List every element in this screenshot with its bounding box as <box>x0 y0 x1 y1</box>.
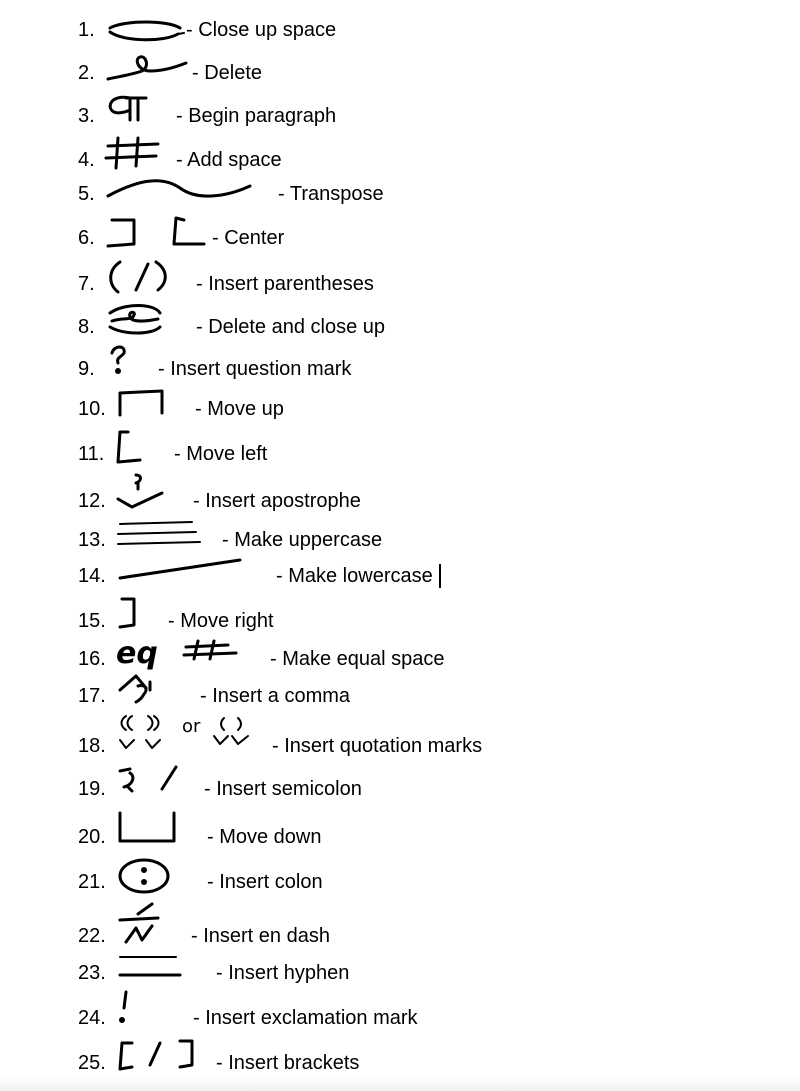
item-number: 20. <box>78 826 106 848</box>
item-text: - Close up space <box>186 19 337 41</box>
text-cursor <box>439 564 441 588</box>
item-text: - Insert colon <box>207 871 323 893</box>
item-number: 6. <box>78 227 95 249</box>
comma-mark-icon <box>116 672 164 708</box>
item-text: - Make uppercase <box>222 529 383 551</box>
item-number: 3. <box>78 105 95 127</box>
item-text: - Insert hyphen <box>216 962 350 984</box>
item-text: - Move down <box>207 826 322 848</box>
item-text: - Insert en dash <box>191 925 330 947</box>
paragraph-mark-icon <box>104 92 152 128</box>
move-left-mark-icon <box>112 428 152 468</box>
item-text: - Move left <box>174 443 268 465</box>
item-number: 10. <box>78 398 106 420</box>
eq-text: eq <box>116 636 158 671</box>
item-text: - Delete and close up <box>196 316 386 338</box>
equal-space-mark-icon <box>116 635 246 671</box>
question-mark-icon <box>106 343 132 383</box>
item-number: 2. <box>78 62 95 84</box>
item-number: 16. <box>78 648 106 670</box>
lowercase-mark-icon <box>116 556 246 586</box>
item-number: 24. <box>78 1007 106 1029</box>
item-text: - Insert brackets <box>216 1052 360 1074</box>
item-text: - Move up <box>195 398 284 420</box>
uppercase-mark-icon <box>116 520 206 550</box>
item-text: - Insert semicolon <box>204 778 362 800</box>
item-text: - Transpose <box>278 183 384 205</box>
close-up-space-mark-icon <box>104 18 188 50</box>
item-text: - Make equal space <box>270 648 445 670</box>
item-text: - Insert parentheses <box>196 273 374 295</box>
item-number: 14. <box>78 565 106 587</box>
page-bottom-edge <box>0 1077 800 1091</box>
brackets-mark-icon <box>114 1037 200 1077</box>
item-number: 12. <box>78 490 106 512</box>
add-space-mark-icon <box>104 134 164 174</box>
item-text: - Move right <box>168 610 274 632</box>
apostrophe-mark-icon <box>112 471 168 515</box>
item-text: - Insert quotation marks <box>272 735 483 757</box>
parentheses-mark-icon <box>104 258 174 298</box>
exclamation-mark-icon <box>112 988 136 1032</box>
delete-close-up-mark-icon <box>104 303 168 339</box>
item-number: 15. <box>78 610 106 632</box>
item-number: 22. <box>78 925 106 947</box>
item-number: 17. <box>78 685 106 707</box>
item-text: - Make lowercase <box>276 565 433 587</box>
item-number: 18. <box>78 735 106 757</box>
move-down-mark-icon <box>114 809 184 849</box>
item-number: 8. <box>78 316 95 338</box>
item-text: - Insert question mark <box>158 358 352 380</box>
item-number: 13. <box>78 529 106 551</box>
transpose-mark-icon <box>104 176 254 206</box>
item-text: - Begin paragraph <box>176 105 337 127</box>
item-number: 11. <box>78 443 105 465</box>
item-number: 9. <box>78 358 95 380</box>
item-text: - Insert a comma <box>200 685 351 707</box>
hyphen-mark-icon <box>116 953 188 983</box>
item-number: 5. <box>78 183 95 205</box>
item-text: - Delete <box>192 62 263 84</box>
or-text: or <box>182 716 201 737</box>
en-dash-mark-icon <box>116 900 166 948</box>
item-text: - Insert exclamation mark <box>193 1007 418 1029</box>
item-number: 1. <box>78 19 95 41</box>
semicolon-mark-icon <box>116 763 186 803</box>
item-number: 25. <box>78 1052 106 1074</box>
item-text: - Insert apostrophe <box>193 490 361 512</box>
item-text: - Center <box>212 227 285 249</box>
delete-mark-icon <box>104 49 188 89</box>
quotation-marks-mark-icon <box>116 712 266 758</box>
item-number: 23. <box>78 962 106 984</box>
center-mark-icon <box>104 214 214 250</box>
item-number: 21. <box>78 871 106 893</box>
item-number: 19. <box>78 778 106 800</box>
colon-mark-icon <box>114 856 176 896</box>
item-number: 7. <box>78 273 95 295</box>
move-up-mark-icon <box>112 387 172 423</box>
item-number: 4. <box>78 149 95 171</box>
item-text: - Add space <box>176 149 282 171</box>
move-right-mark-icon <box>112 595 148 635</box>
